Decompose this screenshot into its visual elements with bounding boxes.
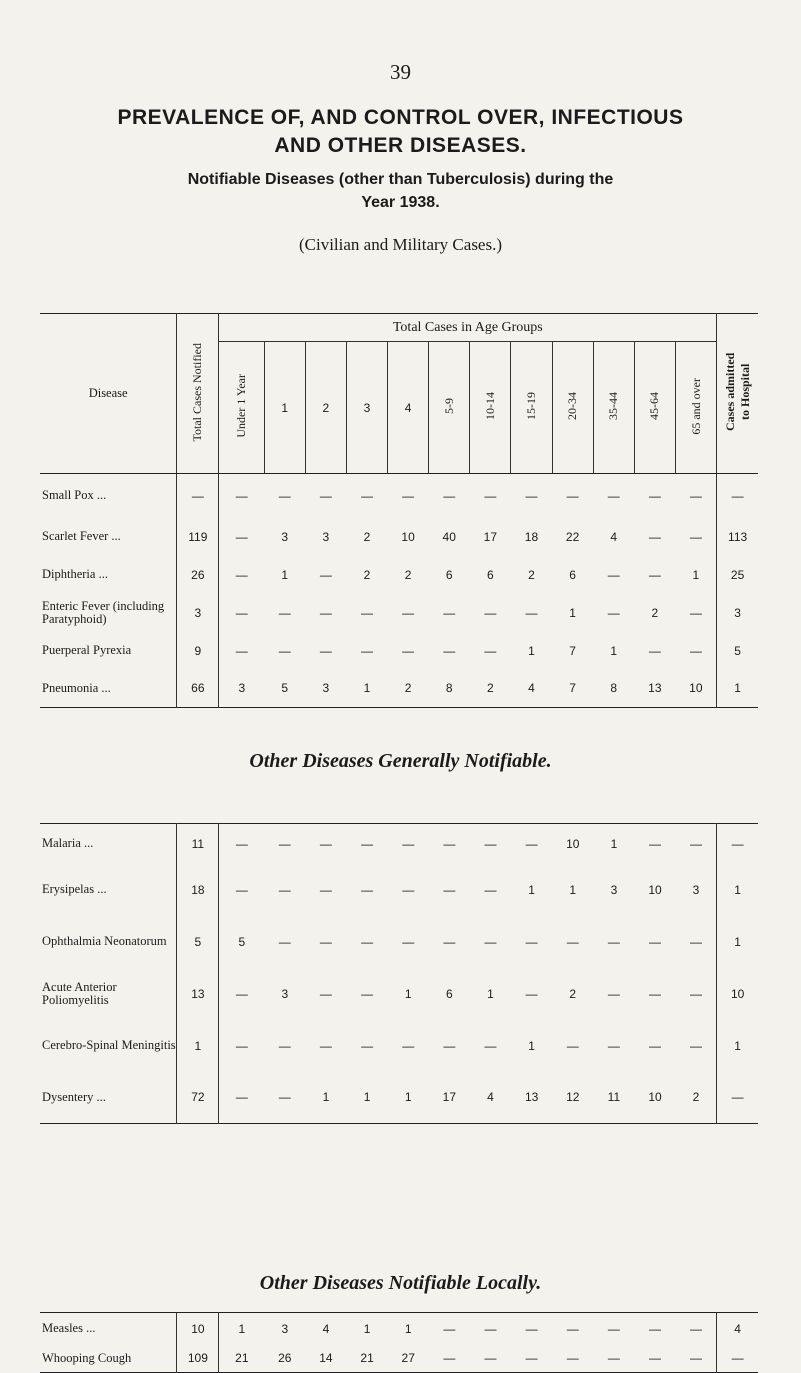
table-cell: 2 <box>651 605 659 620</box>
table-cell: 1 <box>363 1090 371 1105</box>
table-cell: — <box>402 882 415 897</box>
table-note: (Civilian and Military Cases.) <box>298 235 503 254</box>
table-cell: 4 <box>322 1321 330 1336</box>
table-cell: 2 <box>404 681 412 696</box>
table-row <box>40 968 758 1020</box>
table-cell: — <box>443 934 456 949</box>
subtitle-line1: Notifiable Diseases (other than Tuberculosis) during the <box>187 171 614 188</box>
table-cell: 8 <box>610 681 618 696</box>
table-cell: — <box>402 1038 415 1053</box>
table-cell: — <box>649 1038 662 1053</box>
table-cell: 1 <box>363 681 371 696</box>
table-cell: 22 <box>565 529 580 544</box>
table-row <box>40 1313 758 1345</box>
table-cell: — <box>278 643 291 658</box>
table-cell: 1 <box>717 670 758 708</box>
header-age-group: 1 <box>264 342 305 474</box>
table-cell: — <box>607 1038 620 1053</box>
table-cell: 2 <box>363 529 371 544</box>
disease-name: Puerperal Pyrexia <box>42 643 132 657</box>
table-cell: — <box>648 643 661 658</box>
table-cell: 1 <box>528 1038 535 1053</box>
notifiable-diseases-table <box>40 313 758 708</box>
table-cell: 4 <box>528 681 535 696</box>
table-cell: — <box>278 605 291 620</box>
header-disease: Disease <box>40 314 177 474</box>
disease-name: Enteric Fever (including Paratyphoid) <box>42 598 165 626</box>
table-cell: 10 <box>648 1090 662 1105</box>
table-cell: 10 <box>689 681 703 696</box>
table-cell: — <box>525 605 538 620</box>
table-cell: 1 <box>404 986 412 1001</box>
table-cell: 2 <box>363 567 371 582</box>
table-cell: — <box>361 934 374 949</box>
table-cell: — <box>219 632 264 670</box>
table-cell: 109 <box>177 1345 219 1373</box>
table-cell: — <box>717 474 758 518</box>
disease-name: Whooping Cough <box>42 1350 132 1365</box>
table-cell: 119 <box>177 518 219 556</box>
table-cell: 1 <box>487 986 494 1001</box>
table-cell: 1 <box>610 836 618 851</box>
header-age-group: 45-64 <box>634 342 675 474</box>
table-cell: — <box>278 934 291 949</box>
table-cell: — <box>219 824 264 864</box>
table-cell: — <box>649 934 662 949</box>
table-cell: — <box>525 836 538 851</box>
section-title-general: Other Diseases Generally Notifiable. <box>249 750 552 772</box>
table-cell: 3 <box>281 529 289 544</box>
table-cell: 1 <box>569 605 576 620</box>
table-cell: 1 <box>717 1020 758 1072</box>
table-cell: — <box>319 488 332 503</box>
disease-name: Ophthalmia Neonatorum <box>42 934 167 948</box>
table-cell: 4 <box>610 529 618 544</box>
table-cell: — <box>717 1345 758 1373</box>
disease-name: Cerebro-Spinal Meningitis <box>42 1038 176 1052</box>
table-cell: 11 <box>607 1090 621 1105</box>
table-cell: 18 <box>177 864 219 916</box>
table-cell: 10 <box>648 882 662 897</box>
table-cell: — <box>607 1321 620 1336</box>
table-cell: 7 <box>569 643 576 658</box>
table-cell: 1 <box>528 882 535 897</box>
table-cell: — <box>648 567 661 582</box>
table-cell: 1 <box>404 1090 412 1105</box>
table-cell: 25 <box>717 556 758 594</box>
table-row <box>40 670 758 708</box>
table-cell: — <box>717 1072 758 1124</box>
table-cell: — <box>484 1321 497 1336</box>
table-cell: 40 <box>442 529 456 544</box>
table-cell: 6 <box>446 986 453 1001</box>
header-age-group: Under 1 Year <box>219 342 264 474</box>
table-row <box>40 1345 758 1373</box>
table-cell: 2 <box>692 1090 700 1105</box>
disease-name: Measles ... <box>42 1321 96 1336</box>
table-cell: — <box>319 643 332 658</box>
table-cell: — <box>219 556 264 594</box>
table-cell: 1 <box>717 916 758 968</box>
table-cell: — <box>319 986 332 1001</box>
table-cell: 2 <box>487 681 494 696</box>
table-row <box>40 824 758 864</box>
table-cell: — <box>360 643 373 658</box>
table-cell: — <box>649 836 662 851</box>
table-cell: 8 <box>445 681 453 696</box>
table-cell: 1 <box>404 1321 412 1336</box>
table-cell: — <box>649 1321 662 1336</box>
table-cell: 13 <box>177 968 219 1020</box>
disease-name: Small Pox ... <box>42 488 107 503</box>
table-cell: — <box>360 488 373 503</box>
table-row <box>40 1072 758 1124</box>
table-cell: — <box>177 474 219 518</box>
table-cell: — <box>361 882 374 897</box>
disease-name: Dysentery ... <box>42 1089 106 1104</box>
table-cell: 1 <box>281 567 289 582</box>
table-cell: 14 <box>319 1351 333 1366</box>
table-cell: 1 <box>363 1321 371 1336</box>
header-total-notified: Total Cases Notified <box>177 314 219 474</box>
table-cell: 1 <box>322 1090 330 1105</box>
table-cell: 3 <box>692 882 700 897</box>
table-cell: — <box>607 567 620 582</box>
table-cell: — <box>607 934 620 949</box>
table-cell: 2 <box>569 986 577 1001</box>
table-cell: — <box>484 1038 497 1053</box>
table-cell: — <box>360 605 373 620</box>
table-cell: — <box>361 986 374 1001</box>
table-cell: — <box>443 643 456 658</box>
table-cell: 4 <box>717 1313 758 1345</box>
table-cell: — <box>278 1090 291 1105</box>
header-age-groups: Total Cases in Age Groups <box>219 314 717 342</box>
table-cell: — <box>319 836 332 851</box>
table-cell: — <box>689 529 702 544</box>
table-cell: — <box>402 643 415 658</box>
table-cell: 1 <box>177 1020 219 1072</box>
table-cell: — <box>689 1351 702 1366</box>
table-row <box>40 474 758 518</box>
table-cell: — <box>443 605 456 620</box>
table-cell: — <box>219 1072 264 1124</box>
table-cell: — <box>319 567 332 582</box>
table-cell: — <box>717 824 758 864</box>
table-cell: 6 <box>487 567 494 582</box>
disease-name: Diphtheria ... <box>42 567 108 581</box>
table-row <box>40 556 758 594</box>
disease-name: Scarlet Fever ... <box>42 529 121 543</box>
section-title-local: Other Diseases Notifiable Locally. <box>259 1272 542 1294</box>
table-cell: — <box>607 488 620 503</box>
table-cell: — <box>278 488 291 503</box>
subtitle-line2: Year 1938. <box>361 194 440 211</box>
table-cell: 1 <box>610 643 618 658</box>
table-cell: — <box>566 934 579 949</box>
header-age-group: 20-34 <box>552 342 593 474</box>
table-cell: — <box>402 488 415 503</box>
table-cell: 10 <box>401 529 415 544</box>
table-cell: 4 <box>487 1090 494 1105</box>
page-title-line1: PREVALENCE OF, AND CONTROL OVER, INFECTIOUS <box>117 106 684 129</box>
table-cell: 26 <box>177 556 219 594</box>
table-cell: 13 <box>648 681 662 696</box>
table-cell: — <box>443 836 456 851</box>
disease-name: Erysipelas ... <box>42 882 107 896</box>
table-cell: 5 <box>177 916 219 968</box>
table-cell: — <box>443 882 456 897</box>
table-cell: — <box>484 488 497 503</box>
table-cell: 113 <box>717 518 758 556</box>
page-title-line2: AND OTHER DISEASES. <box>274 134 527 157</box>
table-cell: — <box>402 836 415 851</box>
table-cell: 3 <box>717 594 758 632</box>
table-cell: — <box>484 1351 497 1366</box>
table-cell: — <box>689 934 702 949</box>
table-cell: — <box>484 836 497 851</box>
table-cell: — <box>649 1351 662 1366</box>
table-cell: — <box>649 986 662 1001</box>
table-cell: 1 <box>528 643 535 658</box>
table-cell: 3 <box>281 1321 289 1336</box>
table-cell: — <box>525 986 538 1001</box>
table-row <box>40 632 758 670</box>
table-row <box>40 518 758 556</box>
table-cell: 3 <box>281 986 289 1001</box>
table-cell: 27 <box>401 1351 415 1366</box>
table-cell: 26 <box>278 1351 292 1366</box>
header-hospital: Cases admitted to Hospital <box>717 314 758 474</box>
table-cell: — <box>689 605 702 620</box>
table-cell: 1 <box>569 882 577 897</box>
table-cell: 2 <box>528 567 535 582</box>
header-age-group: 2 <box>305 342 346 474</box>
table-cell: 7 <box>569 681 576 696</box>
table-cell: — <box>443 1038 456 1053</box>
table-cell: — <box>566 1038 579 1053</box>
table-cell: — <box>319 605 332 620</box>
table-cell: 17 <box>442 1090 457 1105</box>
table-cell: — <box>443 1321 456 1336</box>
table-cell: 3 <box>322 529 330 544</box>
table-cell: — <box>443 488 456 503</box>
table-cell: — <box>219 1020 264 1072</box>
table-cell: 6 <box>445 567 453 582</box>
table-cell: 13 <box>524 1090 539 1105</box>
header-age-group: 35-44 <box>593 342 634 474</box>
table-cell: 21 <box>219 1345 264 1373</box>
local-diseases-table <box>40 1312 758 1373</box>
table-cell: — <box>689 643 702 658</box>
table-cell: 5 <box>281 681 289 696</box>
table-cell: — <box>219 594 264 632</box>
table-cell: — <box>689 1321 702 1336</box>
table-cell: 72 <box>177 1072 219 1124</box>
table-cell: — <box>402 605 415 620</box>
table-cell: — <box>689 1038 702 1053</box>
table-cell: 3 <box>610 882 618 897</box>
table-row <box>40 864 758 916</box>
table-cell: — <box>219 518 264 556</box>
table-cell: — <box>607 986 620 1001</box>
table-cell: 66 <box>177 670 219 708</box>
table-cell: 1 <box>717 864 758 916</box>
table-cell: — <box>689 986 702 1001</box>
table-cell: — <box>361 1038 374 1053</box>
disease-name: Malaria ... <box>42 836 94 851</box>
table-cell: — <box>402 934 415 949</box>
header-age-group: 3 <box>346 342 387 474</box>
table-cell: — <box>484 934 497 949</box>
page-number: 39 <box>390 60 411 84</box>
table-cell: — <box>278 882 291 897</box>
table-row <box>40 1020 758 1072</box>
table-cell: — <box>566 488 579 503</box>
disease-name: Acute Anterior Poliomyelitis <box>42 979 117 1007</box>
table-cell: — <box>443 1351 456 1366</box>
table-cell: 3 <box>322 681 330 696</box>
table-cell: — <box>361 836 374 851</box>
table-cell: 1 <box>692 567 700 582</box>
table-cell: — <box>525 488 538 503</box>
table-cell: — <box>484 643 497 658</box>
table-row <box>40 916 758 968</box>
table-cell: 1 <box>219 1313 264 1345</box>
general-diseases-table <box>40 823 758 1124</box>
table-cell: — <box>648 488 661 503</box>
table-cell: — <box>648 529 661 544</box>
table-cell: — <box>607 605 620 620</box>
header-age-group: 5-9 <box>429 342 470 474</box>
table-cell: 12 <box>566 1090 580 1105</box>
table-cell: 2 <box>404 567 412 582</box>
table-cell: — <box>219 968 264 1020</box>
table-cell: 18 <box>524 529 539 544</box>
table-row <box>40 594 758 632</box>
table-cell: — <box>319 1038 332 1053</box>
table-cell: 5 <box>219 916 264 968</box>
table-cell: — <box>566 1351 579 1366</box>
table-cell: 3 <box>219 670 264 708</box>
header-age-group: 4 <box>388 342 429 474</box>
table-cell: — <box>278 1038 291 1053</box>
table-cell: 6 <box>569 567 576 582</box>
table-cell: 9 <box>177 632 219 670</box>
table-cell: — <box>484 605 497 620</box>
table-cell: — <box>607 1351 620 1366</box>
table-cell: — <box>219 474 264 518</box>
table-cell: 10 <box>717 968 758 1020</box>
table-cell: — <box>689 488 702 503</box>
header-age-group: 10-14 <box>470 342 511 474</box>
table-cell: — <box>484 882 497 897</box>
table-cell: 3 <box>177 594 219 632</box>
disease-name: Pneumonia ... <box>42 680 111 695</box>
table-cell: — <box>525 934 538 949</box>
table-cell: — <box>566 1321 579 1336</box>
table-cell: 17 <box>483 529 498 544</box>
table-cell: 10 <box>566 836 580 851</box>
table-cell: 10 <box>177 1313 219 1345</box>
table-cell: — <box>689 836 702 851</box>
table-cell: — <box>525 1321 538 1336</box>
table-cell: 21 <box>360 1351 374 1366</box>
table-cell: — <box>319 882 332 897</box>
table-cell: — <box>319 934 332 949</box>
table-cell: — <box>278 836 291 851</box>
table-cell: — <box>219 864 264 916</box>
header-age-group: 15-19 <box>511 342 552 474</box>
header-age-group: 65 and over <box>675 342 716 474</box>
table-cell: 11 <box>177 824 219 864</box>
table-cell: 5 <box>717 632 758 670</box>
table-cell: — <box>525 1351 538 1366</box>
